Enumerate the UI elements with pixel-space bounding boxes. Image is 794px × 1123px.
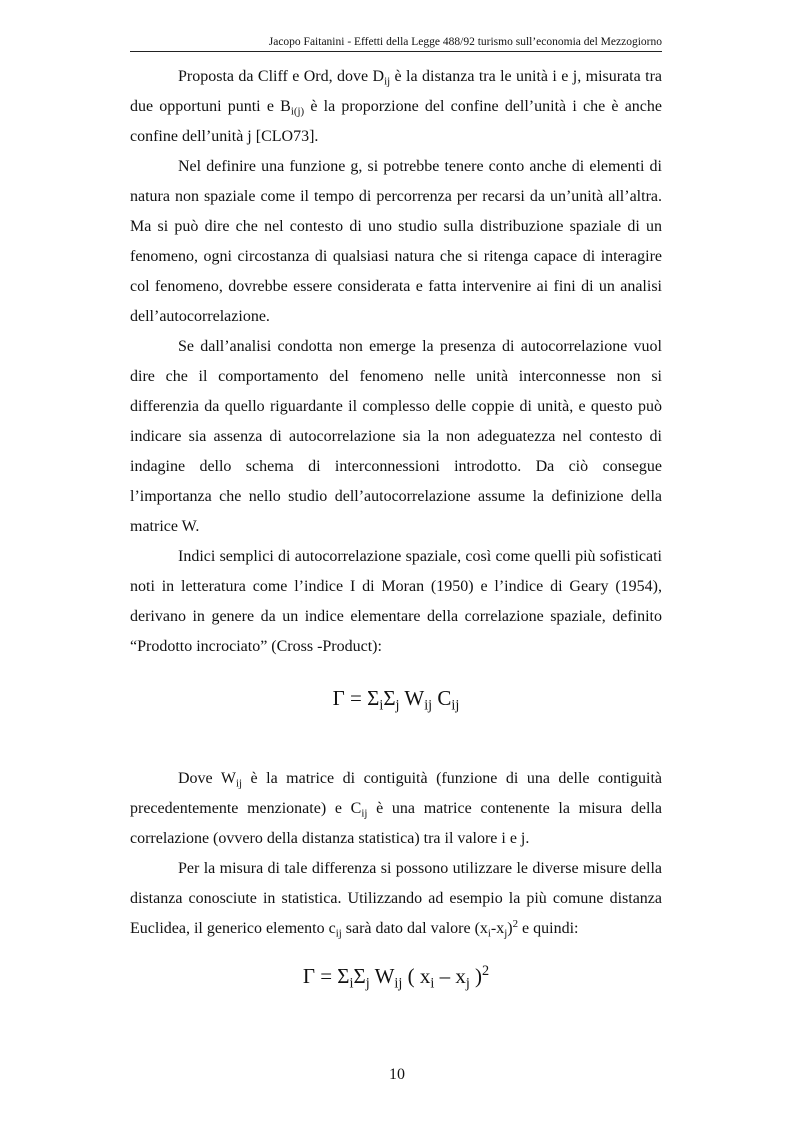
paragraph-6: Per la misura di tale differenza si possono utilizzare le diverse misure della distanza conosciute in statistica. Utilizzando ad esempio la più comune distanza Euclidea, il generico elemento $c_{ij}$ sarà dato dal valore $(x_i-x_j)^2$ e quindi: xyxy=(130,860,662,940)
paragraph-2: Nel definire una funzione g, si potrebbe tenere conto anche di elementi di natura non spaziale come il tempo di percorrenza per recarsi da un’unità all’altra. Ma si può dire che nel contesto di uno studio sulla distribuzione spaziale di un fenomeno, ogni circostanza di qualsiasi natura che si ritenga capace di interagire col fenomeno, dovrebbe essere considerata e fatta intervenire ai fini di un analisi dell’autocorrelazione. xyxy=(130,158,662,325)
page-body xyxy=(130,62,662,1004)
paragraph-3: Se dall’analisi condotta non emerge la presenza di autocorrelazione vuol dire che il comportamento del fenomeno nelle unità interconnesse non si differenzia da quello riguardante il complesso delle coppie di unità, e questo può indicare sia assenza di autocorrelazione sia la non adeguatezza nel contesto di indagine dello schema di interconnessioni introdotto. Da ciò consegue l’importanza che nello studio dell’autocorrelazione assume la definizione della matrice W. xyxy=(130,338,662,535)
paragraph-4: Indici semplici di autocorrelazione spaziale, così come quelli più sofisticati noti in letteratura come l’indice I di Moran (1950) e l’indice di Geary (1954), derivano in genere da un indice elementare della correlazione spaziale, definito “Prodotto incrociato” (Cross -Product): xyxy=(130,548,662,655)
equation-euclidean: $\Gamma = \Sigma_i\Sigma_j$ $W_{ij}$ ( $x_i - x_j$ )$^2$ xyxy=(302,963,490,992)
equation-cross-product: $\Gamma = \Sigma_i\Sigma_j$ $W_{ij}$ $C_{ij}$ xyxy=(332,686,460,714)
paragraph-5: Dove $W_{ij}$ è la matrice di contiguità (funzione di una delle contiguità precedentemente menzionate) e $C_{ij}$ è una matrice contenente la misura della correlazione (ovvero della distanza statistica) tra il valore i e j. xyxy=(130,770,663,847)
paragraph-1: Proposta da Cliff e Ord, dove $D_{ij}$ è la distanza tra le unità i e j, misurata tra due opportuni punti e $B_{i(j)}$ è la proporzione del confine dell’unità i che è anche confine dell’unità j [CLO73]. xyxy=(130,68,663,145)
running-header: Jacopo Faitanini - Effetti della Legge 488/92 turismo sull’economia del Mezzogiorno xyxy=(130,36,662,52)
page-number: 10 xyxy=(389,1066,405,1083)
